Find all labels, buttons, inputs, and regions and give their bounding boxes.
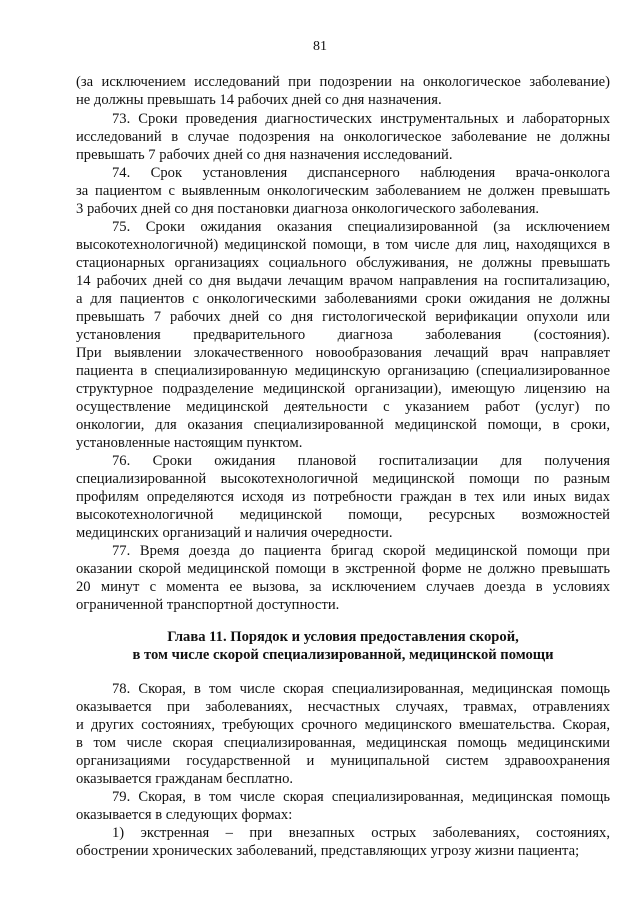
text-line: высокотехнологичной медицинской помощи, ресурсных возможностей: [76, 507, 610, 523]
chapter-heading: в том числе скорой специализированной, медицинской помощи: [132, 647, 554, 663]
text-line: оказывается при заболеваниях, несчастных случаях, травмах, отравлениях: [76, 699, 610, 715]
text-line: 74. Срок установления диспансерного наблюдения врача-онколога: [112, 165, 610, 181]
text-line: При выявлении злокачественного новообразования лечащий врач направляет: [76, 345, 610, 361]
text-line: 79. Скорая, в том числе скорая специализированная, медицинская помощь: [112, 789, 610, 805]
text-line: онкологии, для оказания специализированной медицинской помощи, в сроки,: [76, 417, 610, 433]
text-line: превышать 7 рабочих дней со дня гистологической верификации опухоли или: [76, 309, 610, 325]
text-line: (за исключением исследований при подозрении на онкологическое заболевание): [76, 74, 610, 90]
text-line: 78. Скорая, в том числе скорая специализированная, медицинская помощь: [112, 681, 610, 697]
text-line: установления предварительного диагноза заболевания (состояния).: [76, 327, 610, 343]
text-line: стационарных организациях социального обслуживания, не должны превышать: [76, 255, 610, 271]
text-line: ограниченной транспортной доступности.: [76, 597, 340, 613]
text-line: организациями государственной и муниципальной систем здравоохранения: [76, 753, 610, 769]
text-line: а для пациентов с онкологическими заболеваниями сроки ожидания не должны: [76, 291, 610, 307]
text-line: 20 минут с момента ее вызова, за исключением случаев доезда в условиях: [76, 579, 610, 595]
page-number: 81: [313, 39, 327, 54]
text-line: высокотехнологичной) медицинской помощи, в том числе для лиц, находящихся в: [76, 237, 610, 253]
text-line: исследований в случае подозрения на онкологическое заболевание не должны: [76, 129, 610, 145]
text-line: оказывается гражданам бесплатно.: [76, 771, 294, 787]
text-line: 77. Время доезда до пациента бригад скорой медицинской помощи при: [112, 543, 610, 559]
text-line: пациента в специализированную медицинскую организацию (специализированное: [76, 363, 610, 379]
text-line: и других состояниях, требующих срочного медицинского вмешательства. Скорая,: [76, 717, 610, 733]
text-line: 3 рабочих дней со дня постановки диагноза онкологического заболевания.: [76, 201, 540, 217]
text-line: 75. Сроки ожидания оказания специализированной (за исключением: [112, 219, 610, 235]
text-line: профилям определяются исходя из потребности граждан в тех или иных видах: [76, 489, 610, 505]
text-line: медицинских организаций и наличия очередности.: [76, 525, 393, 541]
text-line: специализированной высокотехнологичной медицинской помощи по разным: [76, 471, 610, 487]
text-line: превышать 7 рабочих дней со дня назначения исследований.: [76, 147, 453, 163]
text-line: в том числе скорая специализированная, медицинская помощь медицинскими: [76, 735, 610, 751]
text-line: оказании скорой медицинской помощи в экстренной форме не должно превышать: [76, 561, 610, 577]
text-line: 14 рабочих дней со дня выдачи лечащим врачом направления на госпитализацию,: [76, 273, 610, 289]
text-line: осуществление медицинской деятельности с указанием работ (услуг) по: [76, 399, 610, 415]
text-line: обострении хронических заболеваний, представляющих угрозу жизни пациента;: [76, 843, 580, 859]
chapter-heading: Глава 11. Порядок и условия предоставления скорой,: [167, 629, 519, 645]
text-line: структурное подразделение медицинской организации), имеющую лицензию на: [76, 381, 610, 397]
text-line: 73. Сроки проведения диагностических инструментальных и лабораторных: [112, 111, 610, 127]
text-line: установленные настоящим пунктом.: [76, 435, 303, 451]
text-line: за пациентом с выявленным онкологическим заболеванием не должен превышать: [76, 183, 610, 199]
text-line: 76. Сроки ожидания плановой госпитализации для получения: [112, 453, 610, 469]
text-line: 1) экстренная – при внезапных острых заболеваниях, состояниях,: [112, 825, 610, 841]
text-line: не должны превышать 14 рабочих дней со дня назначения.: [76, 92, 442, 108]
text-line: оказывается в следующих формах:: [76, 807, 293, 823]
